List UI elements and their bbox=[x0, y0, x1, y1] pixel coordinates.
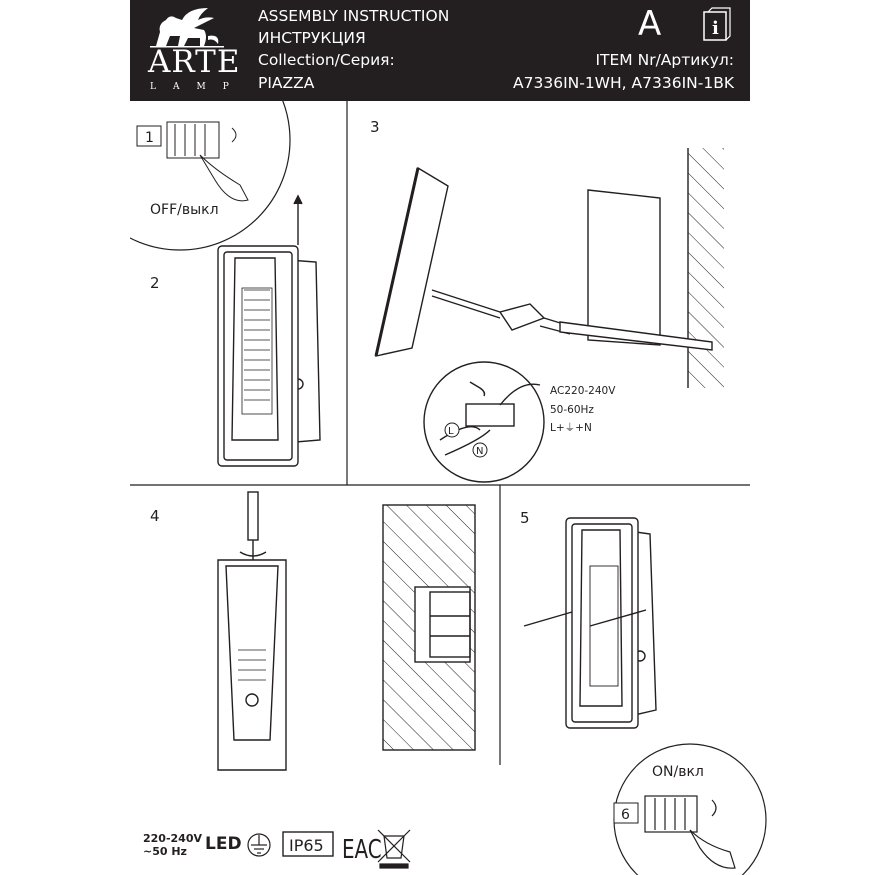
brand-logo: ARTE bbox=[148, 44, 241, 80]
step-5-number: 5 bbox=[520, 509, 530, 527]
ground-symbol-icon bbox=[248, 834, 270, 856]
spec-wiring: L+⏚+N bbox=[550, 422, 592, 434]
item-value: A7336IN-1WH, A7336IN-1BK bbox=[513, 74, 734, 92]
weee-bin-icon bbox=[378, 830, 410, 868]
title-ru: ИНСТРУКЦИЯ bbox=[258, 29, 366, 47]
title-en: ASSEMBLY INSTRUCTION bbox=[258, 7, 450, 25]
step-5-attach-cover bbox=[524, 518, 656, 728]
step-4-number: 4 bbox=[150, 507, 160, 525]
collection-value: PIAZZA bbox=[258, 74, 315, 92]
step-1-label: OFF/выкл bbox=[150, 202, 219, 218]
terminal-n: N bbox=[476, 446, 484, 457]
step-6-number: 6 bbox=[621, 807, 630, 823]
brand-sub: LAMP bbox=[150, 82, 246, 92]
footer-voltage: 220-240V bbox=[143, 832, 203, 845]
step-2-number: 2 bbox=[150, 274, 160, 292]
footer-frequency: ~50 Hz bbox=[143, 845, 187, 858]
step-6-label: ON/вкл bbox=[652, 764, 704, 780]
step-3-number: 3 bbox=[370, 118, 380, 136]
ip-rating: IP65 bbox=[289, 836, 324, 855]
eac-mark: EAC bbox=[342, 834, 382, 865]
spec-frequency: 50-60Hz bbox=[550, 404, 594, 416]
step-1-number: 1 bbox=[145, 130, 154, 146]
svg-text:i: i bbox=[712, 18, 719, 39]
energy-class: A bbox=[638, 4, 662, 44]
item-label: ITEM Nr/Артикул: bbox=[595, 51, 734, 69]
step-4-mount-screw bbox=[218, 492, 475, 770]
collection-label: Collection/Серия: bbox=[258, 51, 395, 69]
footer-led: LED bbox=[205, 834, 242, 854]
spec-voltage: AC220-240V bbox=[550, 385, 616, 397]
terminal-l: L bbox=[448, 426, 454, 437]
